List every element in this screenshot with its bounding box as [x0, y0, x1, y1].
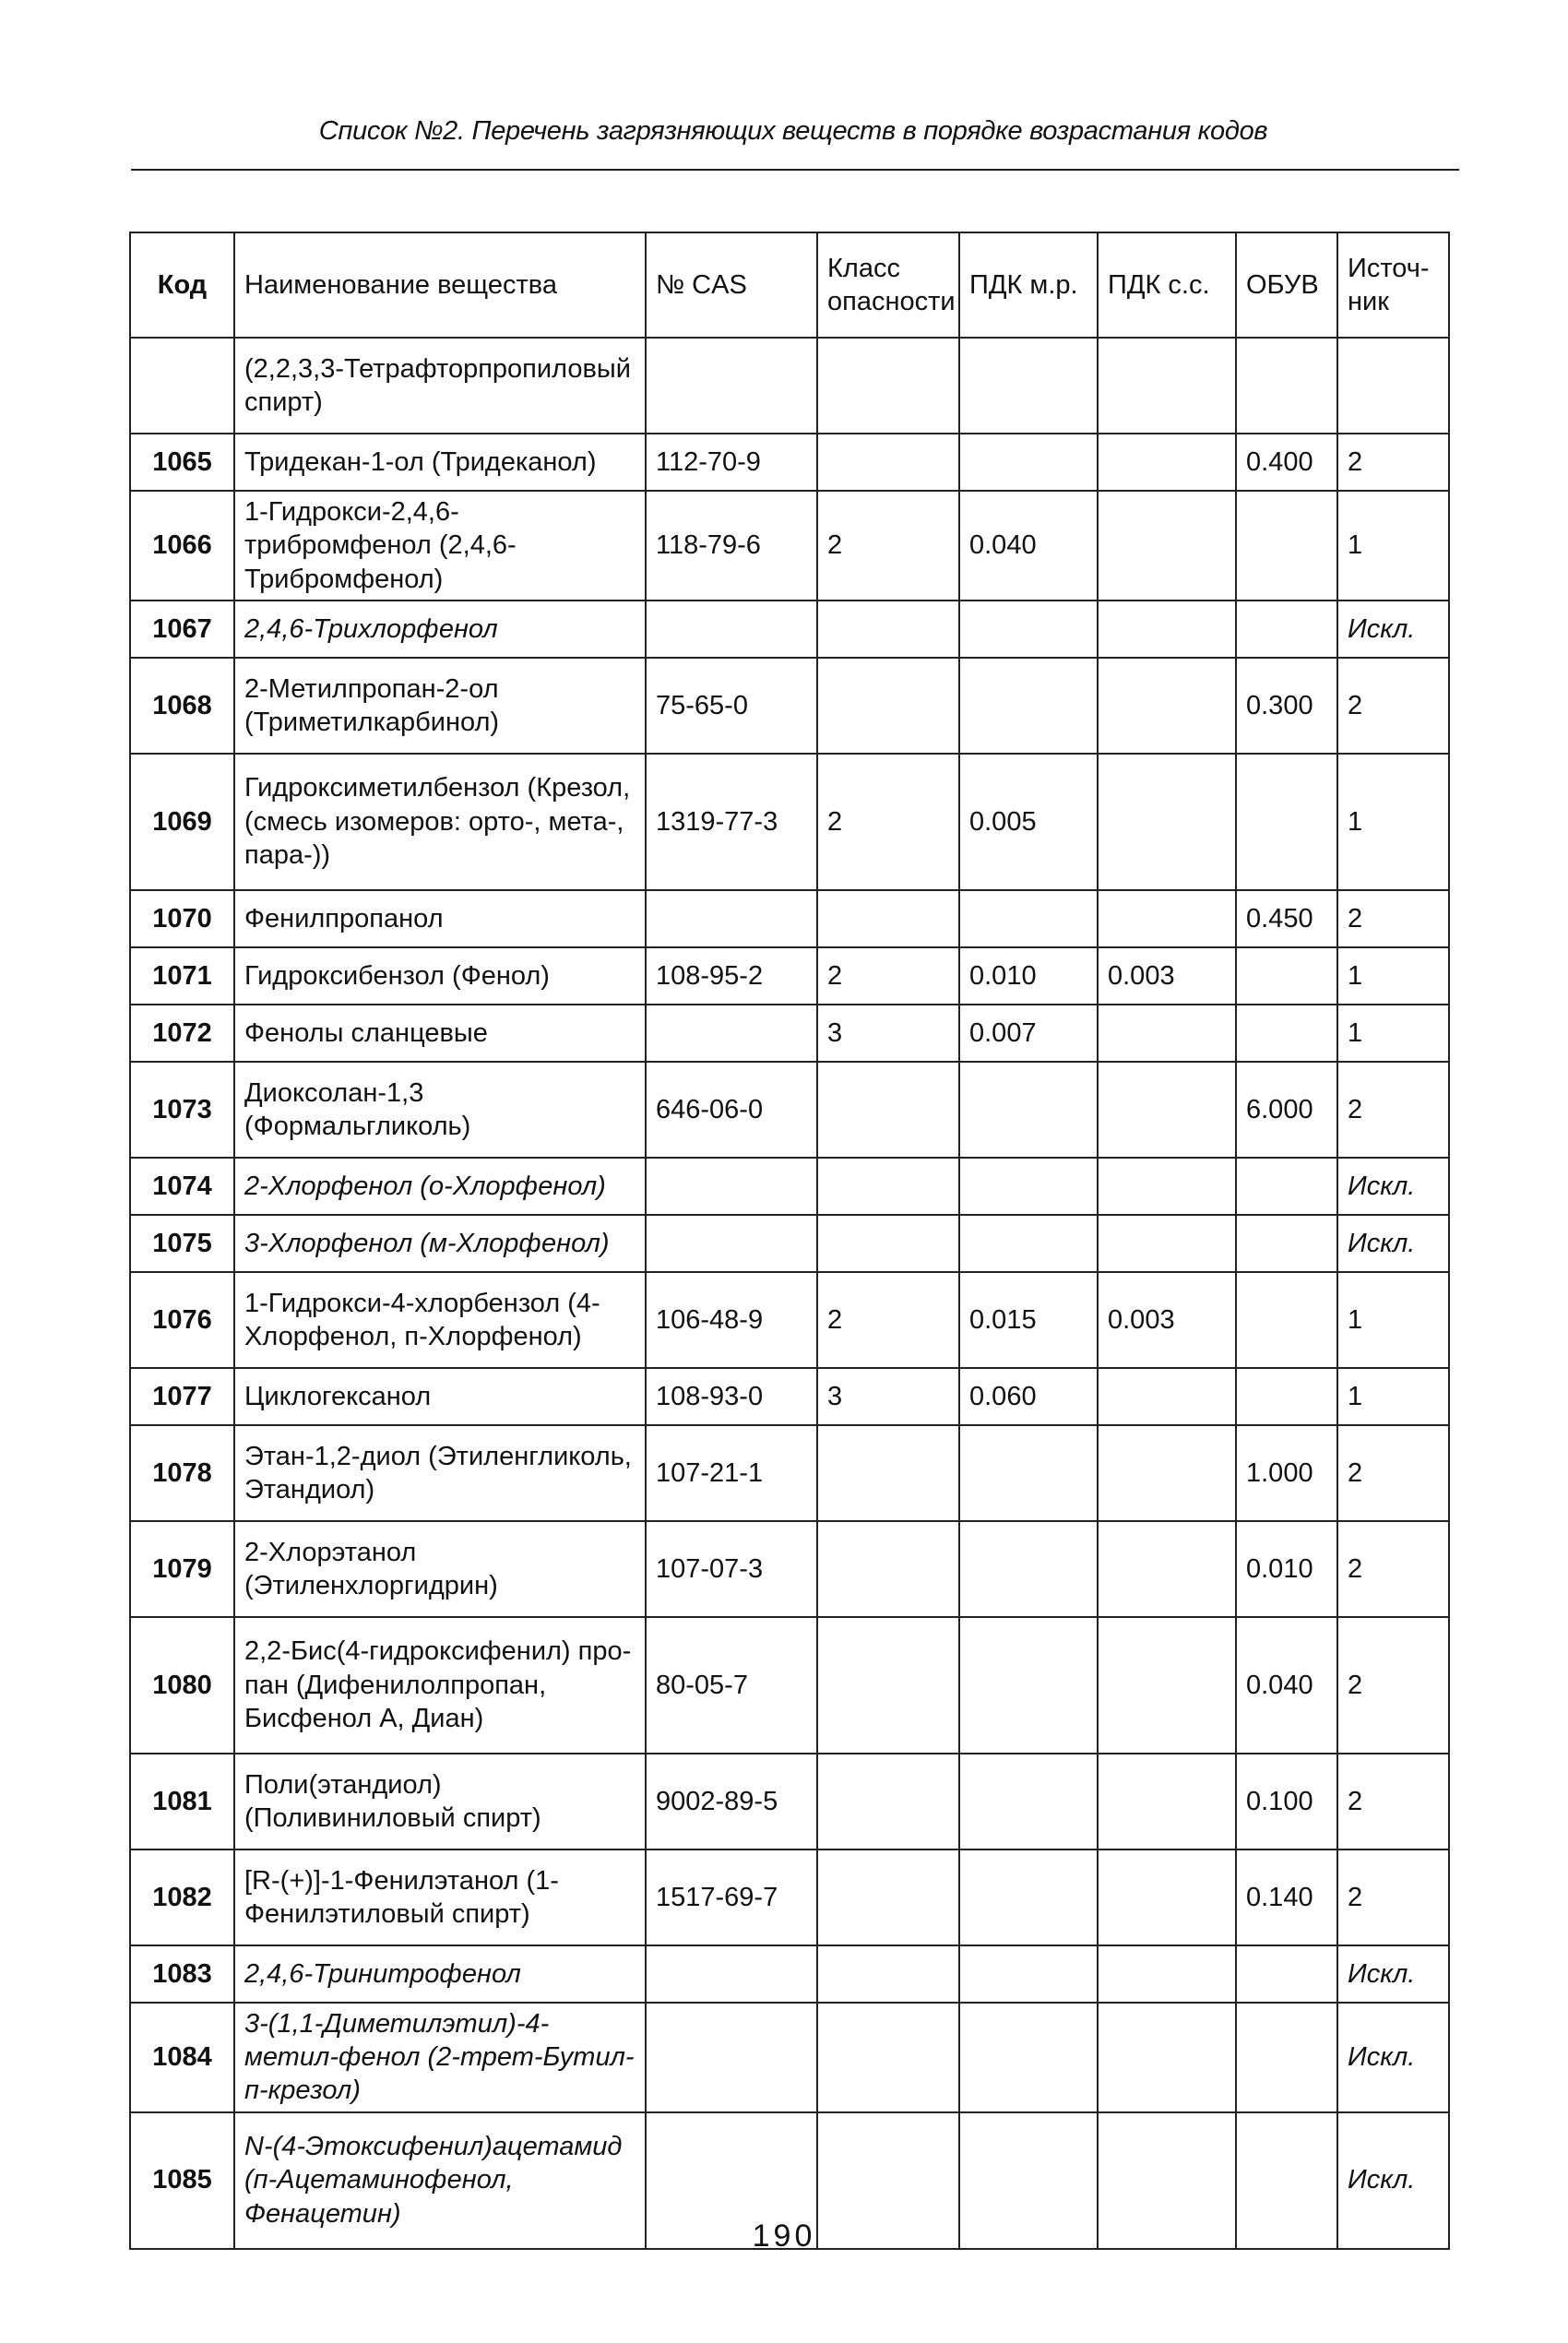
- cell-pdk-ss: [1098, 1215, 1236, 1272]
- cell-code: 1073: [130, 1062, 234, 1158]
- col-header-hazard-class: Класс опасности: [817, 232, 959, 338]
- cell-pdk-mr: [959, 2003, 1098, 2112]
- cell-source: 2: [1337, 1521, 1449, 1617]
- cell-cas: 107-21-1: [646, 1425, 817, 1521]
- cell-cas: 106-48-9: [646, 1272, 817, 1368]
- table-row: [130, 890, 1449, 947]
- cell-cas: [646, 338, 817, 434]
- cell-hazard-class: [817, 1754, 959, 1849]
- cell-pdk-mr: [959, 434, 1098, 491]
- cell-hazard-class: [817, 1215, 959, 1272]
- cell-obuv: [1236, 1215, 1337, 1272]
- cell-source: 2: [1337, 1849, 1449, 1945]
- cell-cas: [646, 1945, 817, 2003]
- cell-obuv: [1236, 947, 1337, 1005]
- cell-code: 1077: [130, 1368, 234, 1425]
- cell-cas: 112-70-9: [646, 434, 817, 491]
- cell-obuv: 0.040: [1236, 1617, 1337, 1754]
- table-row: [130, 1215, 1449, 1272]
- cell-obuv: [1236, 338, 1337, 434]
- cell-cas: 107-07-3: [646, 1521, 817, 1617]
- cell-hazard-class: [817, 1158, 959, 1215]
- cell-name: Этан-1,2-диол (Этиленгликоль, Этандиол): [234, 1425, 646, 1521]
- cell-source: 1: [1337, 1005, 1449, 1062]
- table-row: [130, 1617, 1449, 1754]
- cell-code: 1075: [130, 1215, 234, 1272]
- table-row: [130, 1005, 1449, 1062]
- cell-code: [130, 338, 234, 434]
- cell-pdk-ss: [1098, 434, 1236, 491]
- cell-name: (2,2,3,3-Тетрафторпропиловый спирт): [234, 338, 646, 434]
- cell-source: 1: [1337, 754, 1449, 890]
- cell-source: 1: [1337, 947, 1449, 1005]
- cell-pdk-mr: 0.005: [959, 754, 1098, 890]
- cell-pdk-mr: [959, 1945, 1098, 2003]
- cell-hazard-class: [817, 434, 959, 491]
- cell-pdk-ss: [1098, 601, 1236, 658]
- cell-pdk-ss: [1098, 658, 1236, 754]
- cell-hazard-class: [817, 1617, 959, 1754]
- cell-hazard-class: 2: [817, 491, 959, 601]
- cell-source: 1: [1337, 1272, 1449, 1368]
- cell-cas: 80-05-7: [646, 1617, 817, 1754]
- cell-hazard-class: 3: [817, 1005, 959, 1062]
- col-header-obuv: ОБУВ: [1236, 232, 1337, 338]
- cell-name: Гидроксиметилбензол (Крезол, (смесь изомеров: орто-, мета-, пара-)): [234, 754, 646, 890]
- cell-pdk-mr: [959, 658, 1098, 754]
- cell-source: 2: [1337, 1062, 1449, 1158]
- table-row: [130, 1521, 1449, 1617]
- page-header-title: Список №2. Перечень загрязняющих веществ в порядке возрастания кодов: [318, 116, 1268, 146]
- cell-pdk-ss: [1098, 1062, 1236, 1158]
- cell-obuv: 6.000: [1236, 1062, 1337, 1158]
- cell-cas: [646, 890, 817, 947]
- cell-pdk-ss: 0.003: [1098, 1272, 1236, 1368]
- cell-source: 2: [1337, 890, 1449, 947]
- table-row: [130, 947, 1449, 1005]
- col-header-code: Код: [130, 232, 234, 338]
- cell-pdk-ss: [1098, 1368, 1236, 1425]
- cell-hazard-class: [817, 1062, 959, 1158]
- cell-cas: [646, 1158, 817, 1215]
- cell-pdk-mr: 0.007: [959, 1005, 1098, 1062]
- cell-pdk-ss: [1098, 1945, 1236, 2003]
- cell-pdk-ss: 0.003: [1098, 947, 1236, 1005]
- cell-name: N-(4-Этоксифенил)ацетамид (п-Ацетаминофенол, Фенацетин): [234, 2112, 646, 2249]
- cell-source: Искл.: [1337, 601, 1449, 658]
- cell-obuv: 0.400: [1236, 434, 1337, 491]
- table-row: [130, 1425, 1449, 1521]
- cell-obuv: 0.300: [1236, 658, 1337, 754]
- cell-source: Искл.: [1337, 1158, 1449, 1215]
- cell-obuv: [1236, 2003, 1337, 2112]
- cell-cas: [646, 601, 817, 658]
- cell-hazard-class: [817, 338, 959, 434]
- cell-cas: 108-95-2: [646, 947, 817, 1005]
- cell-hazard-class: [817, 1945, 959, 2003]
- table-row: [130, 1272, 1449, 1368]
- cell-source: 2: [1337, 1754, 1449, 1849]
- cell-name: 3-Хлорфенол (м-Хлорфенол): [234, 1215, 646, 1272]
- cell-source: 1: [1337, 491, 1449, 601]
- cell-source: 2: [1337, 434, 1449, 491]
- cell-source: Искл.: [1337, 1215, 1449, 1272]
- cell-source: Искл.: [1337, 1945, 1449, 2003]
- cell-name: 1-Гидрокси-4-хлорбензол (4-Хлорфенол, п-Хлорфенол): [234, 1272, 646, 1368]
- cell-pdk-mr: 0.010: [959, 947, 1098, 1005]
- table-row: [130, 434, 1449, 491]
- cell-pdk-mr: 0.015: [959, 1272, 1098, 1368]
- cell-cas: 1517-69-7: [646, 1849, 817, 1945]
- cell-obuv: [1236, 754, 1337, 890]
- cell-pdk-ss: [1098, 1617, 1236, 1754]
- cell-pdk-mr: [959, 1425, 1098, 1521]
- cell-source: 1: [1337, 1368, 1449, 1425]
- cell-obuv: [1236, 1272, 1337, 1368]
- cell-pdk-ss: [1098, 754, 1236, 890]
- cell-obuv: [1236, 1368, 1337, 1425]
- cell-cas: 75-65-0: [646, 658, 817, 754]
- cell-pdk-ss: [1098, 890, 1236, 947]
- table-row: [130, 1158, 1449, 1215]
- cell-cas: 9002-89-5: [646, 1754, 817, 1849]
- cell-name: 2,2-Бис(4-гидроксифенил) про-пан (Дифенилолпропан, Бисфенол А, Диан): [234, 1617, 646, 1754]
- cell-hazard-class: [817, 1849, 959, 1945]
- table-header-row: [130, 232, 1449, 338]
- table-row: [130, 658, 1449, 754]
- cell-hazard-class: [817, 658, 959, 754]
- table-row: [130, 754, 1449, 890]
- cell-pdk-mr: 0.060: [959, 1368, 1098, 1425]
- table-body: [130, 338, 1449, 2249]
- cell-cas: 1319-77-3: [646, 754, 817, 890]
- cell-code: 1081: [130, 1754, 234, 1849]
- cell-name: Фенолы сланцевые: [234, 1005, 646, 1062]
- cell-source: 2: [1337, 1425, 1449, 1521]
- cell-name: Поли(этандиол) (Поливиниловый спирт): [234, 1754, 646, 1849]
- cell-pdk-mr: [959, 1617, 1098, 1754]
- col-header-pdk-mr: ПДК м.р.: [959, 232, 1098, 338]
- col-header-name: Наименование вещества: [234, 232, 646, 338]
- cell-pdk-ss: [1098, 1849, 1236, 1945]
- cell-code: 1071: [130, 947, 234, 1005]
- cell-code: 1080: [130, 1617, 234, 1754]
- cell-hazard-class: 3: [817, 1368, 959, 1425]
- table-row: [130, 1945, 1449, 2003]
- cell-source: 2: [1337, 1617, 1449, 1754]
- col-header-source: Источ-ник: [1337, 232, 1449, 338]
- cell-obuv: [1236, 601, 1337, 658]
- cell-pdk-ss: [1098, 1425, 1236, 1521]
- cell-hazard-class: [817, 890, 959, 947]
- cell-code: 1085: [130, 2112, 234, 2249]
- cell-source: 2: [1337, 658, 1449, 754]
- cell-name: 2,4,6-Трихлорфенол: [234, 601, 646, 658]
- cell-code: 1076: [130, 1272, 234, 1368]
- cell-hazard-class: 2: [817, 1272, 959, 1368]
- cell-name: 3-(1,1-Диметилэтил)-4-метил-фенол (2-трет-Бутил-п-крезол): [234, 2003, 646, 2112]
- cell-code: 1083: [130, 1945, 234, 2003]
- cell-code: 1069: [130, 754, 234, 890]
- cell-pdk-ss: [1098, 1158, 1236, 1215]
- cell-name: Диоксолан-1,3 (Формальгликоль): [234, 1062, 646, 1158]
- cell-obuv: 1.000: [1236, 1425, 1337, 1521]
- cell-source: [1337, 338, 1449, 434]
- cell-name: 2-Хлорфенол (о-Хлорфенол): [234, 1158, 646, 1215]
- cell-pdk-ss: [1098, 1754, 1236, 1849]
- cell-hazard-class: [817, 2003, 959, 2112]
- table-row: [130, 1849, 1449, 1945]
- cell-name: Циклогексанол: [234, 1368, 646, 1425]
- table-row: [130, 2003, 1449, 2112]
- cell-obuv: [1236, 1158, 1337, 1215]
- table-row: [130, 1754, 1449, 1849]
- cell-source: Искл.: [1337, 2003, 1449, 2112]
- table-row: [130, 338, 1449, 434]
- cell-obuv: 0.100: [1236, 1754, 1337, 1849]
- cell-name: 2-Метилпропан-2-ол (Триметилкарбинол): [234, 658, 646, 754]
- col-header-pdk-ss: ПДК с.с.: [1098, 232, 1236, 338]
- cell-pdk-mr: [959, 1158, 1098, 1215]
- table-row: [130, 491, 1449, 601]
- table-row: [130, 1368, 1449, 1425]
- cell-pdk-mr: [959, 1521, 1098, 1617]
- cell-code: 1084: [130, 2003, 234, 2112]
- cell-cas: 108-93-0: [646, 1368, 817, 1425]
- header-rule: [131, 169, 1459, 171]
- cell-cas: 646-06-0: [646, 1062, 817, 1158]
- cell-name: 2-Хлорэтанол (Этиленхлоргидрин): [234, 1521, 646, 1617]
- cell-name: Тридекан-1-ол (Тридеканол): [234, 434, 646, 491]
- cell-pdk-ss: [1098, 2003, 1236, 2112]
- cell-cas: [646, 1005, 817, 1062]
- cell-obuv: 0.140: [1236, 1849, 1337, 1945]
- cell-code: 1065: [130, 434, 234, 491]
- col-header-cas: № CAS: [646, 232, 817, 338]
- cell-name: 2,4,6-Тринитрофенол: [234, 1945, 646, 2003]
- cell-code: 1066: [130, 491, 234, 601]
- cell-obuv: 0.450: [1236, 890, 1337, 947]
- cell-obuv: 0.010: [1236, 1521, 1337, 1617]
- cell-name: [R-(+)]-1-Фенилэтанол (1-Фенилэтиловый спирт): [234, 1849, 646, 1945]
- cell-code: 1078: [130, 1425, 234, 1521]
- cell-name: 1-Гидрокси-2,4,6-трибромфенол (2,4,6-Трибромфенол): [234, 491, 646, 601]
- substances-table: [129, 232, 1450, 2250]
- cell-pdk-mr: [959, 890, 1098, 947]
- cell-hazard-class: 2: [817, 947, 959, 1005]
- cell-cas: [646, 1215, 817, 1272]
- table-row: [130, 601, 1449, 658]
- cell-pdk-ss: [1098, 1521, 1236, 1617]
- cell-name: Гидроксибензол (Фенол): [234, 947, 646, 1005]
- cell-pdk-mr: 0.040: [959, 491, 1098, 601]
- cell-cas: 118-79-6: [646, 491, 817, 601]
- table-row: [130, 1062, 1449, 1158]
- cell-name: Фенилпропанол: [234, 890, 646, 947]
- cell-pdk-mr: [959, 1849, 1098, 1945]
- cell-pdk-mr: [959, 1062, 1098, 1158]
- cell-hazard-class: [817, 601, 959, 658]
- cell-pdk-mr: [959, 338, 1098, 434]
- cell-pdk-mr: [959, 601, 1098, 658]
- cell-code: 1070: [130, 890, 234, 947]
- cell-pdk-mr: [959, 1754, 1098, 1849]
- cell-source: Искл.: [1337, 2112, 1449, 2249]
- cell-pdk-ss: [1098, 491, 1236, 601]
- cell-cas: [646, 2003, 817, 2112]
- cell-pdk-ss: [1098, 1005, 1236, 1062]
- cell-obuv: [1236, 1005, 1337, 1062]
- page-number: 190: [752, 2218, 816, 2254]
- cell-pdk-ss: [1098, 338, 1236, 434]
- cell-code: 1067: [130, 601, 234, 658]
- cell-obuv: [1236, 1945, 1337, 2003]
- cell-code: 1074: [130, 1158, 234, 1215]
- cell-obuv: [1236, 491, 1337, 601]
- cell-hazard-class: 2: [817, 754, 959, 890]
- cell-code: 1068: [130, 658, 234, 754]
- cell-code: 1082: [130, 1849, 234, 1945]
- cell-code: 1079: [130, 1521, 234, 1617]
- cell-code: 1072: [130, 1005, 234, 1062]
- cell-hazard-class: [817, 1521, 959, 1617]
- cell-hazard-class: [817, 1425, 959, 1521]
- cell-pdk-mr: [959, 1215, 1098, 1272]
